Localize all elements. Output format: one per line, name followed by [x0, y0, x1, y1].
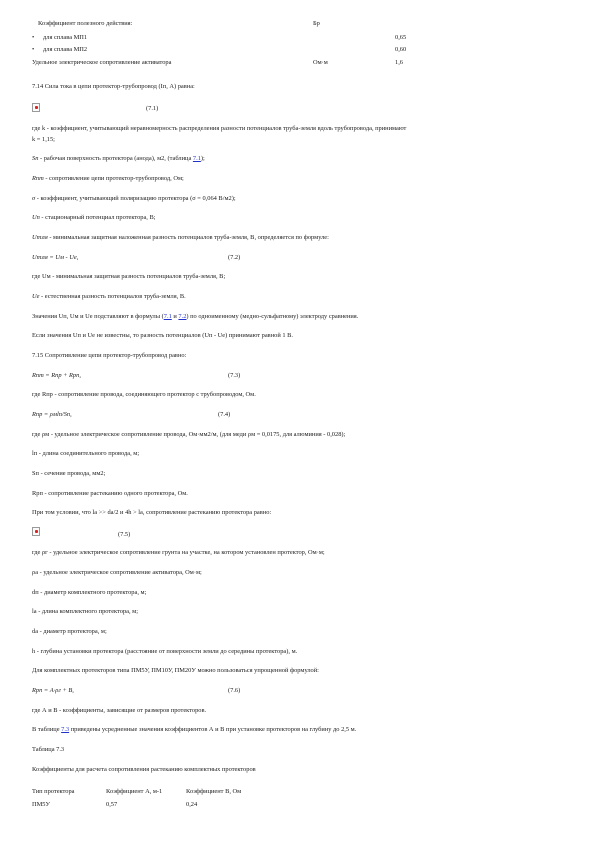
definition-rho-activator: ρа - удельное электрическое сопротивление активатора, Ом·м;: [32, 569, 202, 576]
alloy-mp1-value: 0,65: [395, 34, 407, 41]
table-header-coef-b: Коэффициент В, Ом: [186, 788, 242, 795]
definition-dp: dп - диаметр комплектного протектора, м;: [32, 589, 147, 596]
definition-utzm: Uтзм - минимальная защитная наложенная разность потенциалов труба-земля, В, определяется по формуле:: [32, 234, 329, 241]
table-cell-coef-a: 0,57: [106, 801, 118, 808]
efficiency-symbol: Бр: [313, 20, 320, 27]
bullet: •: [32, 46, 35, 53]
activator-resistivity-symbol: Ом·м: [313, 59, 328, 66]
definition-ln: lп - длина соединительного провода, м;: [32, 450, 140, 457]
table-7-1-link[interactable]: 7.1: [192, 155, 201, 162]
definition-um: где Uм - минимальная защитная разность потенциалов труба-земля, В;: [32, 273, 226, 280]
table-cell-coef-b: 0,24: [186, 801, 198, 808]
definition-rrp: Rрп - сопротивление растеканию одного протектора, Ом.: [32, 490, 188, 497]
definition-rho-wire: где ρм - удельное электрическое сопротивление провода, Ом·мм2/м, (для меди ρм = 0,0175, для алюминия - 0,028);: [32, 431, 346, 438]
formula-7-1-link[interactable]: 7.1: [163, 313, 172, 320]
definition-da: dа - диаметр протектора, м;: [32, 628, 107, 635]
efficiency-label: Коэффициент полезного действия:: [38, 20, 133, 27]
unknown-values-note: Если значения Uп и Uе не известны, то разность потенциалов (Uп - Uе) принимают равной 1 В.: [32, 332, 293, 339]
table-title: Таблица 7.3: [32, 746, 65, 753]
table-header-coef-a: Коэффициент А, м-1: [106, 788, 163, 795]
table-reference-note: В таблице 7.3 приведены усредненные значения коэффициентов А и В при установке протекторов на глубину до 2,5 м.: [32, 726, 357, 733]
alloy-mp2-label: для сплава МП2: [43, 46, 88, 53]
definition-ue: Uе - естественная разность потенциалов труба-земля, В.: [32, 293, 186, 300]
table-7-3-link[interactable]: 7.3: [61, 726, 70, 733]
equation-7-3: Rпт = Rпр + Rрп, (7.3): [32, 372, 241, 379]
electrode-note: Значения Uп, Uм и Uе подставляют в формулы (7.1 и 7.2) по одноименному (медно-сульфатному) электроду сравнения.: [32, 313, 359, 320]
formula-7-2-link[interactable]: 7.2: [178, 313, 187, 320]
definition-h: h - глубина установки протектора (расстояние от поверхности земли до середины протектора), м.: [32, 648, 298, 655]
definition-rpt: Rпт - сопротивление цепи протектор-трубопровод, Ом;: [32, 175, 184, 182]
bullet: •: [32, 34, 35, 41]
definition-rpr: где Rпр - сопротивление провода, соединяющего протектор с трубопроводом, Ом.: [32, 391, 256, 398]
table-header-type: Тип протектора: [32, 788, 75, 795]
definition-rho-ground: где ρг - удельное электрическое сопротивление грунта на участке, на котором установлен протектор, Ом·м;: [32, 549, 325, 556]
table-caption: Коэффициенты для расчета сопротивления растеканию комплектных протекторов: [32, 766, 256, 773]
section-7-15-heading: 7.15 Сопротивление цепи протектор-трубопровод равно:: [32, 352, 187, 359]
activator-resistivity-label: Удельное электрическое сопротивление активатора: [32, 59, 172, 66]
equation-7-6: Rрп = А·ρг + В, (7.6): [32, 687, 241, 694]
where-k-value: k = 1,15;: [32, 136, 55, 143]
activator-resistivity-value: 1,6: [395, 59, 403, 66]
broken-formula-image-icon: [32, 103, 40, 112]
definition-ab: где А и В - коэффициенты, зависящие от размеров протекторов.: [32, 707, 207, 714]
alloy-mp1-label: для сплава МП1: [43, 34, 88, 41]
alloy-mp2-value: 0,60: [395, 46, 407, 53]
definition-wire-section: Sп - сечение провода, мм2;: [32, 470, 106, 477]
equation-number: (7.5): [118, 531, 131, 538]
where-k-text: где k - коэффициент, учитывающий неравномерность распределения разности потенциалов труба-земля вдоль трубопровода, принимают: [32, 125, 407, 132]
equation-number: (7.1): [146, 105, 159, 112]
definition-la: lа - длина комплектного протектора, м;: [32, 608, 139, 615]
simplified-formula-note: Для комплектных протекторов типа ПМ5У, ПМ10У, ПМ20У можно пользоваться упрощенной формулой:: [32, 667, 319, 674]
definition-sn: Sп - рабочая поверхность протектора (анода), м2, (таблица 7.1);: [32, 155, 205, 162]
equation-7-2: Uтзм = Uм - Uе, (7.2): [32, 254, 241, 261]
definition-un: Uп - стационарный потенциал протектора, В;: [32, 214, 156, 221]
equation-7-4: Rпр = ρмlп/Sп, (7.4): [32, 411, 231, 418]
table-cell-type: ПМ5У: [32, 801, 51, 808]
definition-sigma: σ - коэффициент, учитывающий поляризацию протектора (σ = 0,064 В/м2);: [32, 195, 236, 202]
condition-text: При том условии, что lа >> dа/2 и 4h > lа, сопротивление растеканию протектора равно:: [32, 509, 272, 516]
broken-formula-image-icon: [32, 527, 40, 536]
section-7-14-heading: 7.14 Сила тока в цепи протектор-трубопровод (Iп, А) равна:: [32, 83, 195, 90]
